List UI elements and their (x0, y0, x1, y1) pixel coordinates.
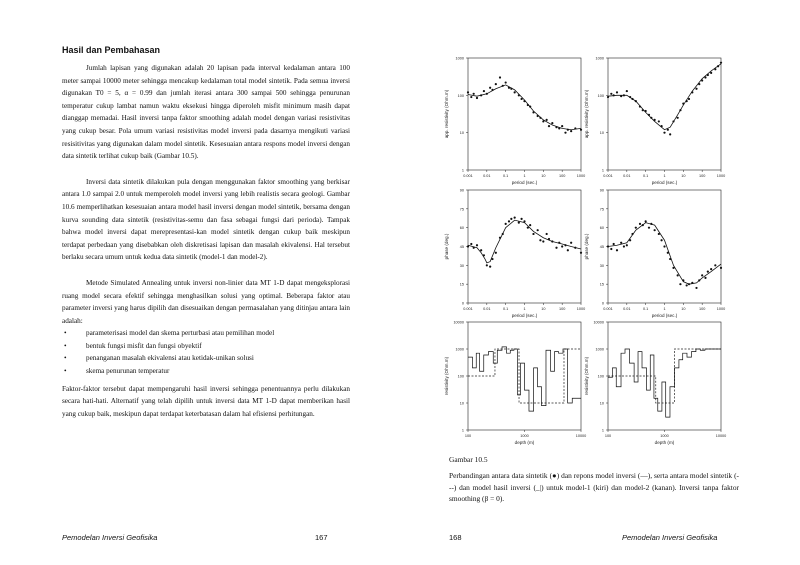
y-tick-label: 75 (459, 207, 464, 212)
data-point (567, 129, 569, 131)
x-tick-label: 10 (681, 174, 686, 178)
x-tick-label: 1 (663, 307, 666, 311)
data-point (470, 243, 472, 245)
x-tick-label: 10 (541, 307, 546, 311)
model-response-curve (608, 223, 721, 285)
x-axis-label: period (sec.) (511, 180, 538, 185)
data-point (476, 244, 478, 246)
data-point (495, 252, 497, 254)
x-tick-label: 1000 (716, 174, 726, 178)
data-point (502, 233, 504, 235)
y-tick-label: 30 (459, 263, 464, 268)
data-point (574, 247, 576, 249)
plot-frame (608, 58, 721, 170)
y-tick-label: 0 (601, 301, 604, 306)
x-tick-label: 0.1 (643, 174, 649, 178)
body-text (62, 62, 350, 420)
list-item: • penanganan masalah ekivalensi atau ketidak-unikan solusi (86, 352, 350, 365)
x-axis-label: period (sec.) (511, 313, 538, 318)
data-point (564, 132, 566, 134)
y-axis-label: app. resistivity (Ohm.m) (444, 89, 449, 139)
x-tick-label: 10 (541, 174, 546, 178)
data-point (486, 93, 488, 95)
footer-title: Pemodelan Inversi Geofisika (62, 533, 158, 542)
bullet-list (62, 327, 350, 377)
data-point (710, 72, 712, 74)
x-tick-label: 100 (698, 174, 706, 178)
data-point (561, 125, 563, 127)
data-point (467, 91, 469, 93)
data-point (691, 282, 693, 284)
plot-frame (608, 322, 721, 430)
data-point (648, 114, 650, 116)
data-point (639, 105, 641, 107)
data-point (491, 258, 493, 260)
figure-caption-title: Gambar 10.5 (449, 455, 488, 464)
x-tick-label: 100 (698, 307, 706, 311)
data-point (654, 229, 656, 231)
plot-frame (468, 190, 581, 303)
data-point (514, 217, 516, 219)
x-tick-label: 0.1 (503, 307, 509, 311)
y-tick-label: 90 (459, 188, 464, 193)
data-point (542, 240, 544, 242)
data-point (551, 122, 553, 124)
paragraph-1: Jumlah lapisan yang digunakan adalah 20 lapisan pada interval kedalaman antara 100 meter sampai 10000 meter sehingga mencakup kedalaman total model sintetik. Pada semua inversi digunakan T0 = 5, α = 0.99 dan jumlah iterasi antara 300 sampai 500 sehingga penurunan temperatur cukup lambat namun waktu eksekusi hingga diperoleh misfit minimum masih dapat dianggap memadai. Hasil inversi tanpa faktor smoothing adalah model dengan variasi resistivitas yang cukup besar. Pola umum variasi resistivitas model inversi pada dasarnya mengikuti variasi resisitivitas yang digunakan dalam model sintetik. Kesesuaian antara respons model inversi dengan data sintetik terlihat cukup baik (Gambar 10.5). (62, 64, 350, 161)
y-axis-label: phase (deg.) (444, 233, 449, 260)
data-point (631, 233, 633, 235)
data-point (520, 218, 522, 220)
model-response-curve (468, 85, 581, 130)
data-point (714, 264, 716, 266)
data-point (483, 90, 485, 92)
data-point (720, 267, 722, 269)
data-point (518, 222, 520, 224)
data-point (537, 115, 539, 117)
data-point (620, 242, 622, 244)
data-point (707, 271, 709, 273)
y-tick-label: 1000 (595, 347, 604, 352)
x-tick-label: 1000 (716, 307, 726, 311)
x-tick-label: 100 (558, 307, 566, 311)
data-point (499, 237, 501, 239)
data-point (470, 96, 472, 98)
data-point (695, 88, 697, 90)
data-point (508, 220, 510, 222)
data-point (548, 238, 550, 240)
data-point (539, 117, 541, 119)
data-point (663, 132, 665, 134)
data-point (555, 247, 557, 249)
y-tick-label: 75 (599, 207, 604, 212)
x-axis-label: depth (m) (654, 440, 675, 445)
data-point (679, 283, 681, 285)
data-point (580, 252, 582, 254)
model-response-curve (608, 64, 721, 130)
synthetic-model-line (608, 349, 721, 403)
data-point (645, 110, 647, 112)
y-tick-label: 10 (459, 131, 464, 136)
data-point (623, 94, 625, 96)
inversion-model-line (608, 349, 721, 417)
list-item: • skema penurunan temperatur (86, 365, 350, 378)
data-point (669, 258, 671, 260)
data-point (510, 88, 512, 90)
data-point (639, 223, 641, 225)
data-point (688, 283, 690, 285)
x-tick-label: 1 (523, 174, 526, 178)
data-point (695, 287, 697, 289)
data-point (629, 96, 631, 98)
data-point (489, 265, 491, 267)
x-tick-label: 0.001 (463, 174, 473, 178)
x-tick-label: 0.1 (643, 307, 649, 311)
list-item: • bentuk fungsi misfit dan fungsi obyektif (86, 340, 350, 353)
x-tick-label: 10 (681, 307, 686, 311)
data-point (491, 89, 493, 91)
y-tick-label: 1000 (455, 56, 464, 61)
data-point (546, 119, 548, 121)
data-point (529, 224, 531, 226)
data-point (502, 85, 504, 87)
data-point (707, 74, 709, 76)
y-tick-label: 1000 (595, 56, 604, 61)
y-tick-label: 0 (461, 301, 464, 306)
data-point (574, 127, 576, 129)
data-point (660, 125, 662, 127)
data-point (546, 233, 548, 235)
data-point (508, 87, 510, 89)
y-tick-label: 1 (601, 168, 604, 173)
paragraph-4: Faktor-faktor tersebut dapat mempengaruhi hasil inversi sehingga penentuannya perlu dilakukan secara hati-hati. Alternatif yang telah dipilih untuk inversi data MT 1-D dapat memberikan hasil yang cukup baik, meskipun dapat terdapat keterbatasan dalam hal efisiensi perhitungan. (62, 384, 350, 418)
data-point (558, 242, 560, 244)
data-point (704, 277, 706, 279)
data-point (529, 105, 531, 107)
x-tick-label: 0.01 (483, 174, 491, 178)
paragraph-2: Inversi data sintetik dilakukan pula dengan menggunakan faktor smoothing yang berkisar antara 1.0 sampai 2.0 untuk memperoleh model inversi yang lebih realistis secara geologi. Gambar 10.6 memperlihatkan kesesuaian antara model hasil inversi dengan model sintetik, bersama dengan kurva sounding data sintetik (resistivitas-semu dan fasa sebagai fungsi dari perioda). Tampak bahwa model inversi dapat merepresentasi-kan model sintetik dengan cukup baik meskipun terdapat perbedaan yang disebabkan oleh diskretisasi lapisan dan masalah ekivalensi. Hal tersebut berlaku secara umum untuk kedua data sintetik (model-1 dan model-2). (62, 177, 350, 262)
x-tick-label: 0.001 (463, 307, 473, 311)
x-tick-label: 1000 (576, 307, 586, 311)
x-tick-label: 10000 (575, 434, 587, 438)
plot-frame (468, 58, 581, 170)
y-tick-label: 15 (599, 282, 604, 287)
x-axis-label: depth (m) (514, 440, 535, 445)
data-point (548, 125, 550, 127)
y-tick-label: 15 (459, 282, 464, 287)
y-tick-label: 10 (599, 401, 604, 406)
data-point (672, 120, 674, 122)
data-point (610, 248, 612, 250)
data-point (607, 245, 609, 247)
data-point (551, 240, 553, 242)
data-point (570, 242, 572, 244)
data-point (667, 129, 669, 131)
data-point (613, 94, 615, 96)
y-tick-label: 60 (459, 226, 464, 231)
y-axis-label: resistivity (Ohm.m) (444, 356, 449, 396)
data-point (527, 104, 529, 106)
data-point (489, 87, 491, 89)
y-tick-label: 1 (601, 428, 604, 433)
data-point (650, 223, 652, 225)
data-point (570, 130, 572, 132)
data-point (629, 239, 631, 241)
y-tick-label: 30 (599, 263, 604, 268)
data-point (672, 267, 674, 269)
x-tick-label: 1 (523, 307, 526, 311)
page-number: 168 (449, 533, 462, 542)
data-point (532, 233, 534, 235)
y-tick-label: 90 (599, 188, 604, 193)
y-tick-label: 45 (599, 245, 604, 249)
data-point (480, 94, 482, 96)
data-point (720, 62, 722, 64)
data-point (616, 249, 618, 251)
data-point (710, 268, 712, 270)
data-point (701, 274, 703, 276)
data-point (660, 239, 662, 241)
data-point (480, 249, 482, 251)
x-tick-label: 0.001 (603, 174, 613, 178)
section-heading: Hasil dan Pembahasan (62, 45, 161, 55)
data-point (473, 93, 475, 95)
data-point (677, 274, 679, 276)
data-point (476, 97, 478, 99)
y-tick-label: 60 (599, 226, 604, 231)
y-tick-label: 10000 (453, 320, 464, 325)
data-point (561, 245, 563, 247)
data-point (542, 120, 544, 122)
data-point (620, 95, 622, 97)
data-point (686, 100, 688, 102)
data-point (527, 227, 529, 229)
data-point (505, 223, 507, 225)
x-tick-label: 1000 (660, 434, 669, 438)
data-point (642, 109, 644, 111)
data-point (691, 91, 693, 93)
data-point (505, 81, 507, 83)
data-point (613, 243, 615, 245)
data-point (704, 76, 706, 78)
data-point (555, 126, 557, 128)
data-point (564, 244, 566, 246)
data-point (667, 252, 669, 254)
x-tick-label: 1000 (576, 174, 586, 178)
y-tick-label: 1 (461, 168, 464, 173)
model-response-curve (468, 220, 581, 263)
data-point (698, 83, 700, 85)
y-axis-label: app. resistivity (Ohm.m) (584, 89, 589, 139)
data-point (682, 103, 684, 105)
data-point (686, 284, 688, 286)
data-point (495, 83, 497, 85)
y-tick-label: 100 (597, 93, 604, 98)
y-axis-label: phase (deg.) (584, 233, 589, 260)
data-point (537, 229, 539, 231)
data-point (642, 224, 644, 226)
x-axis-label: period (sec.) (651, 180, 678, 185)
data-point (483, 254, 485, 256)
y-tick-label: 1000 (455, 347, 464, 352)
data-point (658, 233, 660, 235)
data-point (635, 100, 637, 102)
x-tick-label: 100 (464, 434, 472, 438)
y-tick-label: 10 (599, 131, 604, 136)
data-point (623, 245, 625, 247)
data-point (610, 93, 612, 95)
data-point (714, 68, 716, 70)
data-point (467, 245, 469, 247)
y-tick-label: 1 (461, 428, 464, 433)
data-point (580, 129, 582, 131)
data-point (698, 279, 700, 281)
data-point (607, 96, 609, 98)
data-point (558, 127, 560, 129)
y-tick-label: 10 (459, 401, 464, 406)
data-point (701, 79, 703, 81)
x-tick-label: 1 (663, 174, 666, 178)
data-point (532, 111, 534, 113)
y-tick-label: 100 (457, 93, 464, 98)
data-point (514, 91, 516, 93)
data-point (679, 109, 681, 111)
data-point (650, 117, 652, 119)
data-point (473, 247, 475, 249)
x-tick-label: 100 (558, 174, 566, 178)
data-point (658, 120, 660, 122)
page-number: 167 (315, 533, 328, 542)
data-point (626, 90, 628, 92)
x-tick-label: 0.01 (623, 174, 631, 178)
x-axis-label: period (sec.) (651, 313, 678, 318)
data-point (635, 227, 637, 229)
data-point (523, 220, 525, 222)
data-point (616, 91, 618, 93)
y-tick-label: 100 (597, 374, 604, 379)
y-axis-label: resistivity (Ohm.m) (584, 356, 589, 396)
data-point (631, 98, 633, 100)
data-point (688, 98, 690, 100)
data-point (648, 227, 650, 229)
list-item: • parameterisasi model dan skema perturbasi atau pemilihan model (86, 327, 350, 340)
data-point (567, 249, 569, 251)
footer-title: Pemodelan Inversi Geofisika (622, 533, 718, 542)
data-point (486, 264, 488, 266)
x-tick-label: 1000 (520, 434, 529, 438)
paragraph-3: Metode Simulated Annealing untuk inversi non-linier data MT 1-D dapat mengeksplorasi ruang model secara efektif sehingga menghasilkan solusi yang optimal. Beberapa faktor atau parameter inversi yang harus dipilih dan disesuaikan dengan permasalahan yang ditinjau antara lain adalah: (62, 278, 350, 325)
data-point (645, 220, 647, 222)
data-point (510, 218, 512, 220)
data-point (523, 100, 525, 102)
x-tick-label: 10000 (715, 434, 727, 438)
x-tick-label: 0.01 (483, 307, 491, 311)
data-point (499, 76, 501, 78)
x-tick-label: 0.001 (603, 307, 613, 311)
data-point (520, 98, 522, 100)
data-point (626, 244, 628, 246)
data-point (654, 119, 656, 121)
data-point (669, 133, 671, 135)
data-point (717, 65, 719, 67)
data-point (539, 239, 541, 241)
figure-caption-text: Perbandingan antara data sintetik (●) dan repons model inversi (—), serta antara model sintetik (---) dan model hasil inversi (_|) untuk model-1 (kiri) dan model-2 (kanan). Inversi tanpa faktor smoothing (β = 0). (449, 471, 739, 503)
data-point (682, 279, 684, 281)
data-point (677, 117, 679, 119)
y-tick-label: 100 (457, 374, 464, 379)
y-tick-label: 10000 (593, 320, 604, 325)
y-tick-label: 45 (459, 245, 464, 249)
x-tick-label: 0.01 (623, 307, 631, 311)
data-point (663, 245, 665, 247)
x-tick-label: 100 (604, 434, 612, 438)
data-point (518, 94, 520, 96)
figure-10-5 (400, 0, 800, 460)
x-tick-label: 0.1 (503, 174, 509, 178)
